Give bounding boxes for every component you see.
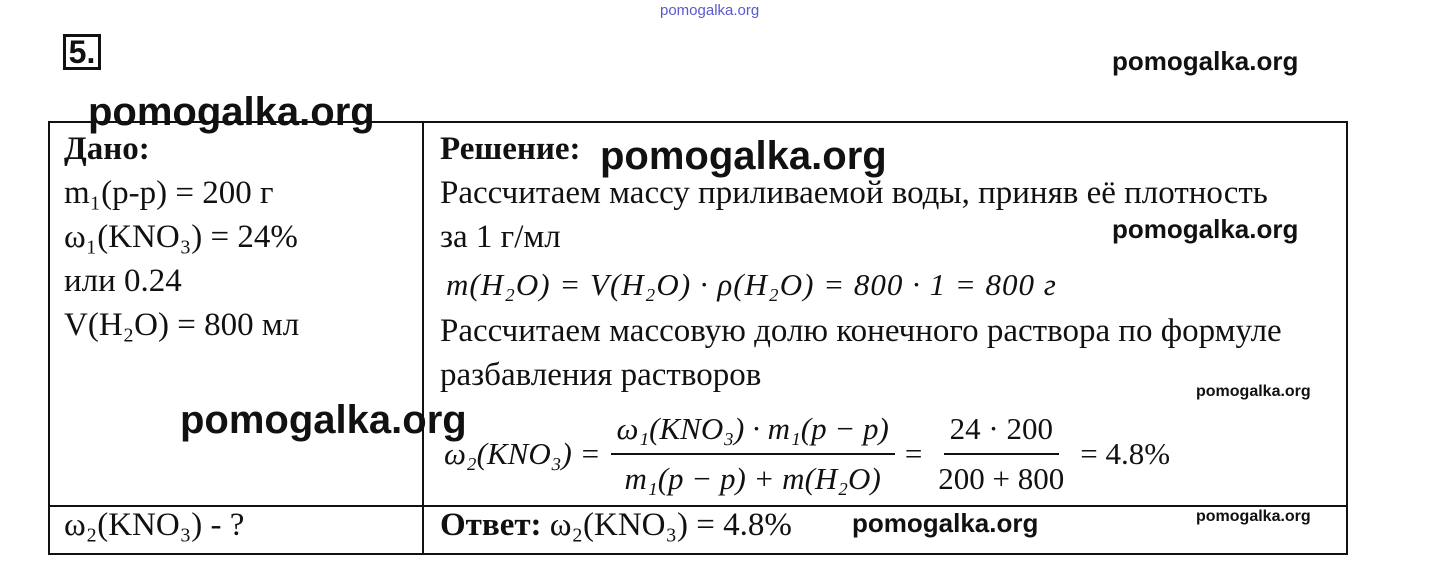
fraction-numeric-numerator: 24 · 200 [944, 407, 1059, 455]
fraction-numeric-denominator: 200 + 800 [938, 461, 1065, 496]
watermark-mid-right: pomogalka.org [1112, 214, 1299, 244]
solution-text-2: Рассчитаем массовую долю конечного раствора по формуле разбавления растворов [440, 313, 1282, 393]
given-line-volume: V(H₂O) = 800 мл [64, 307, 300, 343]
solution-heading: Решение: [440, 131, 581, 167]
given-line-mass: m₁(р-р) = 200 г [64, 175, 274, 211]
given-cell [49, 122, 423, 506]
formula-lhs: ω₂(KNO₃) = [444, 436, 601, 471]
task-number: 5. [63, 34, 101, 70]
watermark-top: pomogalka.org [660, 2, 760, 19]
solution-cell [423, 122, 1347, 506]
given-line-decimal: или 0.24 [64, 263, 182, 299]
fraction-numeric [932, 407, 1070, 501]
formula-result: = 4.8% [1080, 436, 1171, 471]
fraction-general-numerator: ω₁(KNO₃) · m₁(p − p) [611, 407, 895, 455]
watermark-left-big: pomogalka.org [88, 90, 375, 134]
formula-dilution [444, 407, 1336, 501]
given-heading: Дано: [64, 131, 150, 167]
watermark-header-right: pomogalka.org [1112, 46, 1299, 76]
formula-water-mass: m(H₂O) = V(H₂O) · ρ(H₂O) = 800 · 1 = 800 г [446, 267, 1057, 302]
watermark-lower-left: pomogalka.org [180, 398, 467, 442]
answer-label: Ответ: [440, 507, 542, 543]
given-line-fraction: ω₁(KNO₃) = 24% [64, 219, 298, 255]
watermark-small-right-1: pomogalka.org [1196, 383, 1311, 400]
answer-value: ω₂(KNO₃) = 4.8% [549, 507, 792, 543]
fraction-general [611, 407, 895, 501]
task-table [48, 121, 1348, 555]
formula-equals: = [904, 436, 923, 471]
solution-text-1: Рассчитаем массу приливаемой воды, приняв её плотность за 1 г/мл [440, 175, 1268, 255]
fraction-general-denominator: m₁(p − p) + m(H₂O) [624, 461, 881, 496]
watermark-solution-big: pomogalka.org [600, 134, 887, 178]
find-cell [49, 506, 423, 554]
watermark-answer: pomogalka.org [852, 508, 1039, 538]
watermark-small-right-2: pomogalka.org [1196, 508, 1311, 525]
find-text: ω₂(KNO₃) - ? [64, 507, 245, 543]
